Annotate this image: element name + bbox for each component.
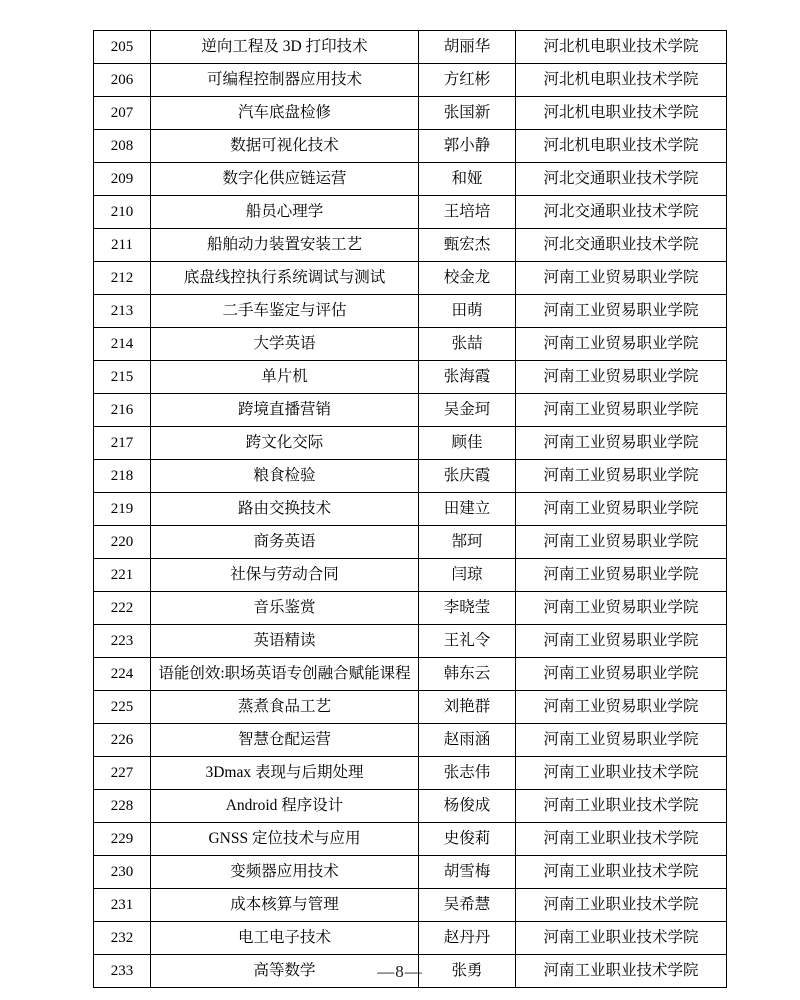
teacher-name-cell: 胡雪梅 xyxy=(419,856,516,889)
teacher-name-cell: 郜珂 xyxy=(419,526,516,559)
course-name-cell: 船员心理学 xyxy=(151,196,419,229)
course-name-cell: 底盘线控执行系统调试与测试 xyxy=(151,262,419,295)
row-number-cell: 208 xyxy=(94,130,151,163)
course-name-cell: 高等数学 xyxy=(151,955,419,988)
institution-cell: 河南工业贸易职业学院 xyxy=(516,592,727,625)
table-row xyxy=(94,592,727,625)
institution-cell: 河南工业贸易职业学院 xyxy=(516,526,727,559)
course-table xyxy=(93,30,727,988)
table-row xyxy=(94,229,727,262)
row-number-cell: 222 xyxy=(94,592,151,625)
course-name-cell: 逆向工程及 3D 打印技术 xyxy=(151,31,419,64)
row-number-cell: 225 xyxy=(94,691,151,724)
table-row xyxy=(94,625,727,658)
institution-cell: 河南工业职业技术学院 xyxy=(516,889,727,922)
teacher-name-cell: 吴金珂 xyxy=(419,394,516,427)
teacher-name-cell: 吴希慧 xyxy=(419,889,516,922)
institution-cell: 河北机电职业技术学院 xyxy=(516,97,727,130)
row-number-cell: 219 xyxy=(94,493,151,526)
teacher-name-cell: 赵雨涵 xyxy=(419,724,516,757)
institution-cell: 河南工业职业技术学院 xyxy=(516,955,727,988)
course-name-cell: 音乐鉴赏 xyxy=(151,592,419,625)
row-number-cell: 224 xyxy=(94,658,151,691)
row-number-cell: 206 xyxy=(94,64,151,97)
table-row xyxy=(94,31,727,64)
table-row xyxy=(94,856,727,889)
institution-cell: 河南工业贸易职业学院 xyxy=(516,493,727,526)
course-name-cell: GNSS 定位技术与应用 xyxy=(151,823,419,856)
row-number-cell: 216 xyxy=(94,394,151,427)
row-number-cell: 218 xyxy=(94,460,151,493)
teacher-name-cell: 甄宏杰 xyxy=(419,229,516,262)
course-name-cell: 语能创效:职场英语专创融合赋能课程 xyxy=(151,658,419,691)
table-row xyxy=(94,790,727,823)
course-name-cell: 电工电子技术 xyxy=(151,922,419,955)
table-row xyxy=(94,724,727,757)
institution-cell: 河南工业贸易职业学院 xyxy=(516,394,727,427)
page-number: —8— xyxy=(377,962,423,981)
row-number-cell: 233 xyxy=(94,955,151,988)
institution-cell: 河北交通职业技术学院 xyxy=(516,196,727,229)
table-row xyxy=(94,757,727,790)
table-row xyxy=(94,823,727,856)
table-row xyxy=(94,691,727,724)
course-name-cell: 蒸煮食品工艺 xyxy=(151,691,419,724)
teacher-name-cell: 校金龙 xyxy=(419,262,516,295)
course-name-cell: 跨文化交际 xyxy=(151,427,419,460)
row-number-cell: 213 xyxy=(94,295,151,328)
table-row xyxy=(94,130,727,163)
course-table-body xyxy=(94,31,727,988)
table-row xyxy=(94,64,727,97)
institution-cell: 河南工业职业技术学院 xyxy=(516,922,727,955)
row-number-cell: 227 xyxy=(94,757,151,790)
row-number-cell: 221 xyxy=(94,559,151,592)
teacher-name-cell: 张勇 xyxy=(419,955,516,988)
row-number-cell: 207 xyxy=(94,97,151,130)
institution-cell: 河南工业职业技术学院 xyxy=(516,856,727,889)
row-number-cell: 229 xyxy=(94,823,151,856)
institution-cell: 河南工业贸易职业学院 xyxy=(516,460,727,493)
institution-cell: 河北机电职业技术学院 xyxy=(516,64,727,97)
row-number-cell: 212 xyxy=(94,262,151,295)
teacher-name-cell: 方红彬 xyxy=(419,64,516,97)
teacher-name-cell: 李晓莹 xyxy=(419,592,516,625)
institution-cell: 河南工业贸易职业学院 xyxy=(516,328,727,361)
course-name-cell: 社保与劳动合同 xyxy=(151,559,419,592)
teacher-name-cell: 张海霞 xyxy=(419,361,516,394)
teacher-name-cell: 田萌 xyxy=(419,295,516,328)
table-row xyxy=(94,295,727,328)
table-row xyxy=(94,658,727,691)
row-number-cell: 230 xyxy=(94,856,151,889)
institution-cell: 河北交通职业技术学院 xyxy=(516,229,727,262)
course-name-cell: 变频器应用技术 xyxy=(151,856,419,889)
teacher-name-cell: 史俊莉 xyxy=(419,823,516,856)
table-row xyxy=(94,922,727,955)
row-number-cell: 232 xyxy=(94,922,151,955)
table-row xyxy=(94,361,727,394)
row-number-cell: 211 xyxy=(94,229,151,262)
course-name-cell: 路由交换技术 xyxy=(151,493,419,526)
course-name-cell: 数据可视化技术 xyxy=(151,130,419,163)
institution-cell: 河北机电职业技术学院 xyxy=(516,31,727,64)
teacher-name-cell: 王礼令 xyxy=(419,625,516,658)
table-row xyxy=(94,196,727,229)
teacher-name-cell: 张庆霞 xyxy=(419,460,516,493)
teacher-name-cell: 张志伟 xyxy=(419,757,516,790)
course-name-cell: 商务英语 xyxy=(151,526,419,559)
course-name-cell: 成本核算与管理 xyxy=(151,889,419,922)
course-name-cell: 智慧仓配运营 xyxy=(151,724,419,757)
row-number-cell: 205 xyxy=(94,31,151,64)
teacher-name-cell: 杨俊成 xyxy=(419,790,516,823)
course-name-cell: Android 程序设计 xyxy=(151,790,419,823)
teacher-name-cell: 和娅 xyxy=(419,163,516,196)
row-number-cell: 226 xyxy=(94,724,151,757)
teacher-name-cell: 刘艳群 xyxy=(419,691,516,724)
table-row xyxy=(94,493,727,526)
teacher-name-cell: 王培培 xyxy=(419,196,516,229)
row-number-cell: 228 xyxy=(94,790,151,823)
row-number-cell: 220 xyxy=(94,526,151,559)
course-name-cell: 单片机 xyxy=(151,361,419,394)
table-row xyxy=(94,394,727,427)
row-number-cell: 215 xyxy=(94,361,151,394)
institution-cell: 河南工业贸易职业学院 xyxy=(516,625,727,658)
course-name-cell: 船舶动力装置安装工艺 xyxy=(151,229,419,262)
row-number-cell: 231 xyxy=(94,889,151,922)
institution-cell: 河南工业职业技术学院 xyxy=(516,790,727,823)
table-row xyxy=(94,889,727,922)
row-number-cell: 210 xyxy=(94,196,151,229)
row-number-cell: 214 xyxy=(94,328,151,361)
institution-cell: 河南工业贸易职业学院 xyxy=(516,295,727,328)
institution-cell: 河南工业贸易职业学院 xyxy=(516,691,727,724)
course-name-cell: 英语精读 xyxy=(151,625,419,658)
table-row xyxy=(94,328,727,361)
teacher-name-cell: 韩东云 xyxy=(419,658,516,691)
institution-cell: 河南工业贸易职业学院 xyxy=(516,724,727,757)
institution-cell: 河南工业贸易职业学院 xyxy=(516,262,727,295)
institution-cell: 河南工业贸易职业学院 xyxy=(516,559,727,592)
institution-cell: 河南工业职业技术学院 xyxy=(516,823,727,856)
institution-cell: 河南工业职业技术学院 xyxy=(516,757,727,790)
table-row xyxy=(94,97,727,130)
table-row xyxy=(94,163,727,196)
course-name-cell: 大学英语 xyxy=(151,328,419,361)
teacher-name-cell: 田建立 xyxy=(419,493,516,526)
table-row xyxy=(94,526,727,559)
course-name-cell: 可编程控制器应用技术 xyxy=(151,64,419,97)
course-name-cell: 跨境直播营销 xyxy=(151,394,419,427)
course-name-cell: 二手车鉴定与评估 xyxy=(151,295,419,328)
teacher-name-cell: 胡丽华 xyxy=(419,31,516,64)
course-name-cell: 粮食检验 xyxy=(151,460,419,493)
table-row xyxy=(94,460,727,493)
table-row xyxy=(94,559,727,592)
row-number-cell: 217 xyxy=(94,427,151,460)
course-name-cell: 汽车底盘检修 xyxy=(151,97,419,130)
teacher-name-cell: 顾佳 xyxy=(419,427,516,460)
institution-cell: 河南工业贸易职业学院 xyxy=(516,658,727,691)
row-number-cell: 223 xyxy=(94,625,151,658)
teacher-name-cell: 张喆 xyxy=(419,328,516,361)
institution-cell: 河北交通职业技术学院 xyxy=(516,163,727,196)
teacher-name-cell: 郭小静 xyxy=(419,130,516,163)
institution-cell: 河北机电职业技术学院 xyxy=(516,130,727,163)
table-row xyxy=(94,262,727,295)
institution-cell: 河南工业贸易职业学院 xyxy=(516,361,727,394)
row-number-cell: 209 xyxy=(94,163,151,196)
course-name-cell: 3Dmax 表现与后期处理 xyxy=(151,757,419,790)
institution-cell: 河南工业贸易职业学院 xyxy=(516,427,727,460)
table-row xyxy=(94,427,727,460)
teacher-name-cell: 赵丹丹 xyxy=(419,922,516,955)
teacher-name-cell: 张国新 xyxy=(419,97,516,130)
course-name-cell: 数字化供应链运营 xyxy=(151,163,419,196)
teacher-name-cell: 闫琼 xyxy=(419,559,516,592)
